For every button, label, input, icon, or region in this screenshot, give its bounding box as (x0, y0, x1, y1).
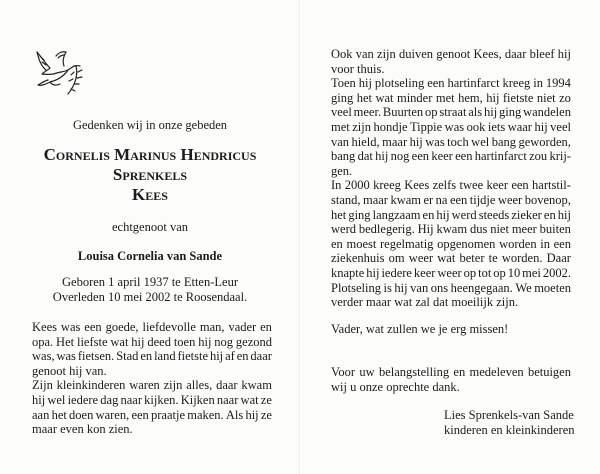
text-line: van hield, maar hij was toch wel bang geworden, (331, 134, 571, 149)
text-line: Zijn kleinkinderen waren zijn alles, daar kwam (32, 378, 272, 393)
text-line: knapte hij iedere keer weer op tot op 10 mei 2002. (331, 265, 571, 280)
deceased-name-line: Cornelis Marinus Hendricus (43, 145, 257, 164)
text-line: stand, maar kwam er na een tijdje weer bovenop, (331, 192, 571, 207)
text-line: gen. (331, 163, 353, 178)
closing-text (331, 322, 571, 337)
left-panel (22, 118, 278, 437)
text-line: opa. Het liefste wat hij deed toen hij nog gezond (32, 334, 272, 349)
right-panel (331, 47, 575, 438)
text-line: Toen hij plotseling een hartinfarct kreeg in 1994 (331, 76, 571, 91)
card-fold (299, 0, 300, 474)
deceased-nickname: Kees (132, 185, 168, 204)
thanks-text (331, 365, 571, 394)
text-line: Plotseling is hij van ons heengegaan. We moeten (331, 280, 571, 295)
spouse-label: echtgenoot van (111, 220, 188, 234)
birth-info: Geboren 1 april 1937 te Etten-Leur (62, 275, 238, 289)
text-line: In 2000 kreeg Kees zelfs twee keer een hartstil- (331, 178, 571, 193)
signature-name: Lies Sprenkels-van Sande (444, 408, 574, 423)
text-line: veel meer. Buurten op straat als hij ging wandelen (331, 105, 571, 120)
text-line: Kees was een goede, liefdevolle man, vader en (32, 320, 272, 334)
text-line: verder maar wat zal dat moeilijk zijn. (331, 295, 519, 310)
text-line: Voor uw belangstelling en medeleven betuigen (331, 365, 571, 380)
death-info: Overleden 10 mei 2002 te Roosendaal. (52, 290, 248, 304)
spouse-name: Louisa Cornelia van Sande (77, 249, 223, 263)
intro-text: Gedenken wij in onze gebeden (72, 118, 228, 132)
text-line: met zijn hondje Tippie was ook iets waar hij veel (331, 119, 571, 134)
text-line: bang dat hij nog een keer een hartinfarct zou krij- (331, 149, 571, 164)
text-line: ziekenhuis om weer wat beter te worden. Daar (331, 251, 571, 266)
text-line: voor thuis. (331, 61, 385, 76)
text-line: aan het doen waren, een praatje maken. Als hij ze (32, 407, 272, 422)
text-line: ging het wat minder met hem, hij fietste niet zo (331, 90, 571, 105)
text-line: genoot hij van. (32, 363, 107, 378)
text-line: en moest regelmatig opgenomen worden in een (331, 236, 571, 251)
dove-icon (34, 48, 90, 104)
text-line: maar even kon zien. (32, 422, 133, 437)
deceased-surname: Sprenkels (112, 165, 188, 184)
text-line: hij wel iedere dag naar kijken. Kijken naar wat ze (32, 392, 272, 407)
signature-family: kinderen en kleinkinderen (444, 423, 575, 438)
text-line: was, was fietsen. Stad en land fietste hij af en daar (32, 349, 272, 364)
text-line: wij u onze oprechte dank. (331, 379, 460, 394)
closing-line: Vader, wat zullen we je erg missen! (331, 321, 509, 336)
text-line: Ook van zijn duiven genoot Kees, daar bleef hij (331, 47, 571, 61)
text-line: het ging langzaam en hij werd steeds zieker en hij (331, 207, 571, 222)
right-body-text (331, 47, 571, 310)
text-line: werd bedlegerig. Hij kwam dus niet meer buiten (331, 222, 571, 237)
left-body-text (32, 320, 272, 437)
